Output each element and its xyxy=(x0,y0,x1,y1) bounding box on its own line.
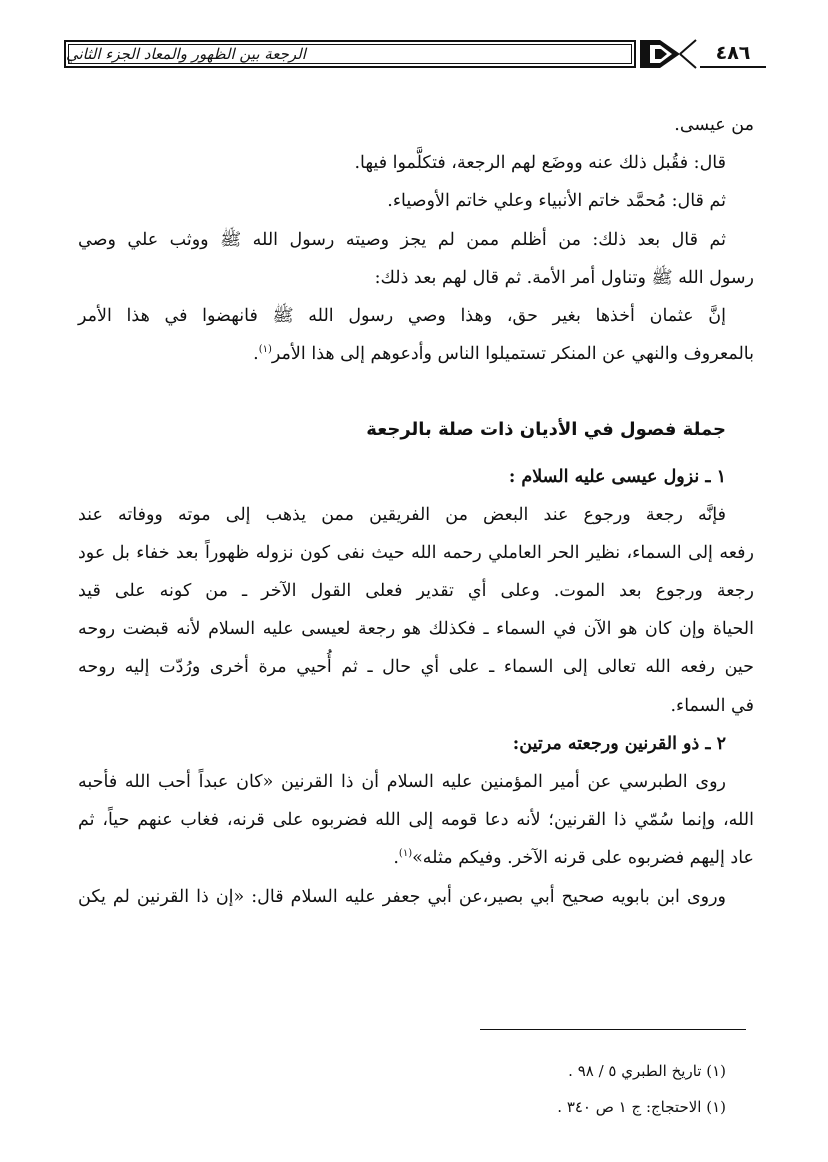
text-line: إنَّ عثمان أخذها بغير حق، وهذا وصي رسول الله ﷺ فانهضوا في هذا الأمر xyxy=(78,305,726,326)
text-line: ثم قال بعد ذلك: من أظلم ممن لم يجز وصيته رسول الله ﷺ ووثب علي وصي xyxy=(78,229,726,250)
footnote: (١) الاحتجاج: ج ١ ص ٣٤٠ . xyxy=(557,1098,726,1116)
page-number: ٤٨٦ xyxy=(700,40,766,68)
subheading: ١ ـ نزول عيسى عليه السلام : xyxy=(508,466,726,487)
footnote: (١) تاريخ الطبري ٥ / ٩٨ . xyxy=(568,1062,726,1080)
section-heading: جملة فصول في الأديان ذات صلة بالرجعة xyxy=(366,419,726,441)
text-line: وروى ابن بابويه صحيح أبي بصير،عن أبي جعفر عليه السلام قال: «إن ذا القرنين لم يكن xyxy=(78,886,726,907)
running-title: الرجعة بين الظهور والمعاد الجزء الثاني xyxy=(66,45,306,63)
text-span: عاد إليهم فضربوه على قرنه الآخر. وفيكم مثله» xyxy=(412,848,754,869)
text-line: روى الطبرسي عن أمير المؤمنين عليه السلام أن ذا القرنين «كان عبداً أحب الله فأحبه xyxy=(78,772,726,793)
text-line: في السماء. xyxy=(670,695,754,716)
ornament-icon xyxy=(636,34,698,74)
main-text xyxy=(78,106,754,916)
text-line: الحياة وإن كان هو الآن في السماء ـ فكذلك هو رجعة لعيسى عليه السلام لأنه قبضت روحه xyxy=(78,619,754,640)
text-line: فإنَّه رجعة ورجوع عند البعض من الفريقين ممن يذهب إلى موته ووفاته عند xyxy=(78,504,726,525)
text-line xyxy=(78,839,754,877)
text-line: رجعة ورجوع بعد الموت. وعلى أي تقدير فعلى القول الآخر ـ من كونه على قيد xyxy=(78,581,754,602)
text-line: من عيسى. xyxy=(674,115,754,135)
footnote-separator xyxy=(480,1029,746,1030)
text-span: . xyxy=(393,848,399,869)
text-span: . xyxy=(253,344,259,365)
text-line: حين رفعه الله تعالى إلى السماء ـ على أي حال ـ ثم أُحيي مرة أخرى ورُدّت إليه روحه xyxy=(78,657,754,678)
text-line: قال: فقُبل ذلك عنه ووضَع لهم الرجعة، فتكلَّموا فيها. xyxy=(354,153,726,174)
text-line xyxy=(78,335,754,373)
text-span: بالمعروف والنهي عن المنكر تستميلوا الناس وأدعوهم إلى هذا الأمر xyxy=(271,344,754,365)
footnote-ref: (١) xyxy=(258,344,272,356)
subheading: ٢ ـ ذو القرنين ورجعته مرتين: xyxy=(512,733,726,754)
text-line: رسول الله ﷺ وتناول أمر الأمة. ثم قال لهم بعد ذلك: xyxy=(374,267,754,288)
text-line: ثم قال: مُحمَّد خاتم الأنبياء وعلي خاتم الأوصياء. xyxy=(387,191,726,212)
footnotes xyxy=(78,1053,754,1125)
page-header xyxy=(64,34,766,74)
text-line: رفعه إلى السماء، نظير الحر العاملي رحمه الله حيث نفى كون نزوله ظهوراً بعد خفاء بل عود xyxy=(78,542,754,563)
text-line: الله، وإنما سُمّي ذا القرنين؛ لأنه دعا قومه إلى الله فضربوه على قرنه، فغاب عنهم حياً، ثم xyxy=(78,810,754,831)
header-title-frame xyxy=(64,40,636,68)
footnote-ref: (١) xyxy=(398,848,413,860)
